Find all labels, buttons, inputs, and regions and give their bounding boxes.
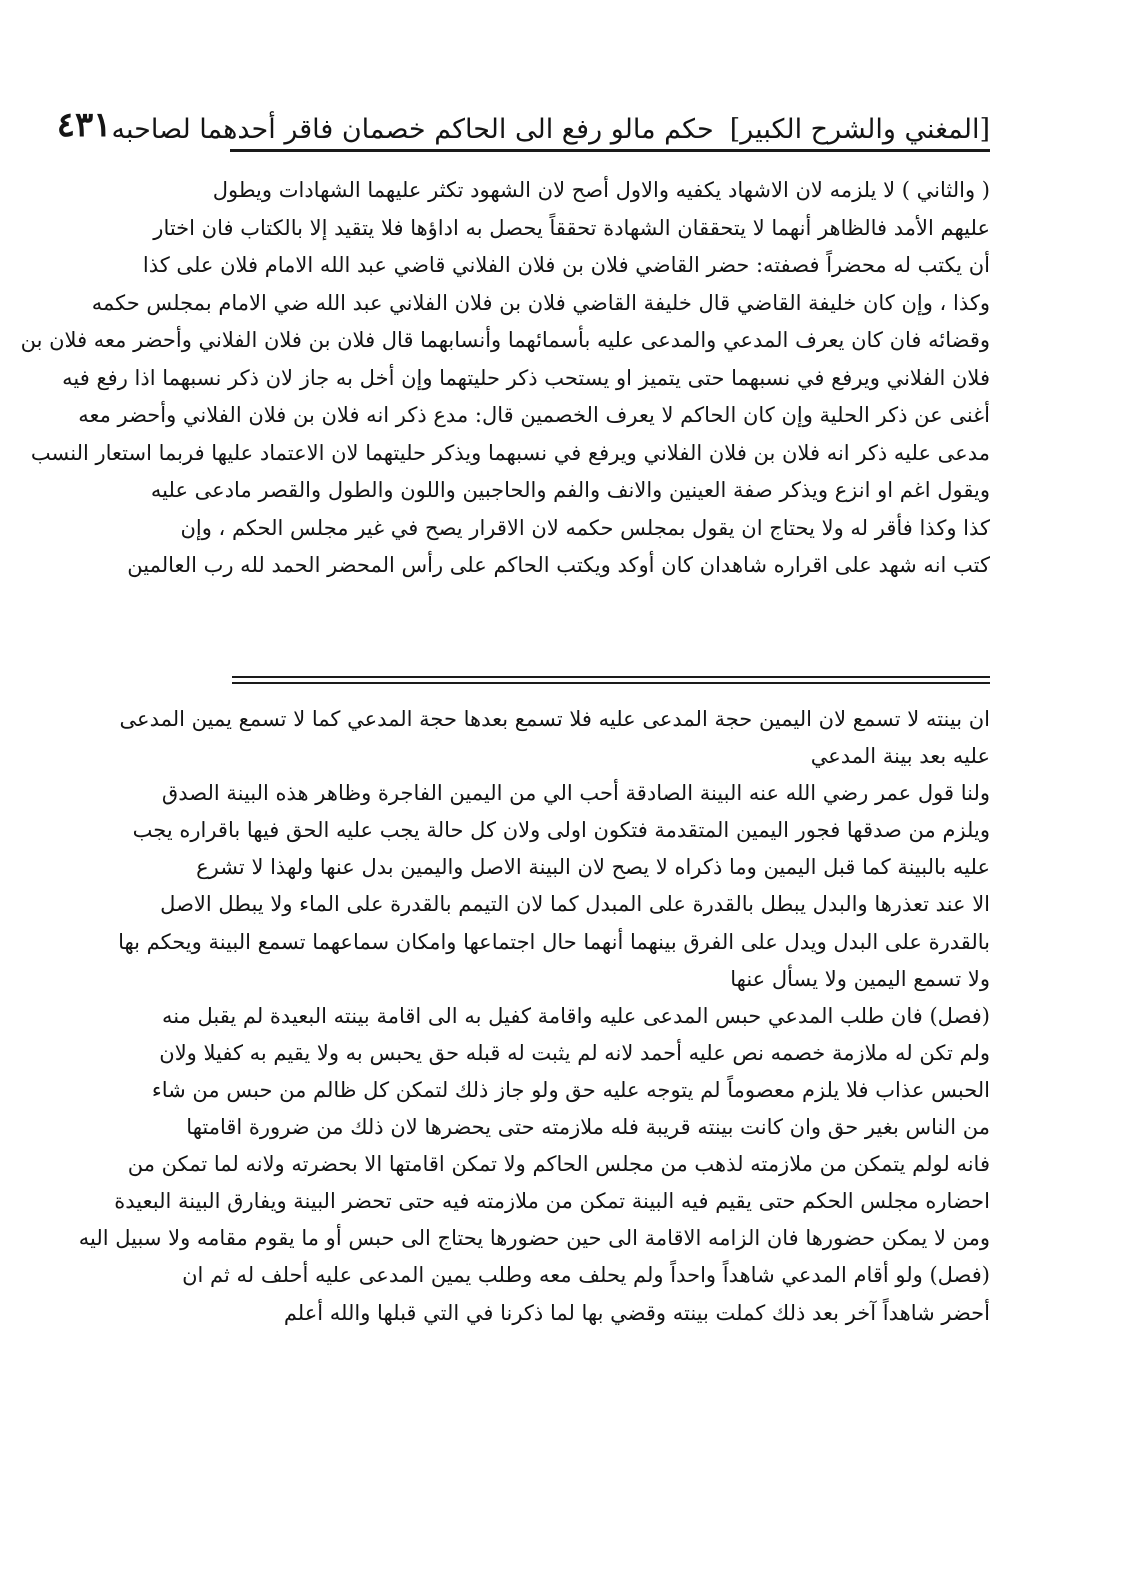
text-line: ( والثاني ) لا يلزمه لان الاشهاد يكفيه والاول أصح لان الشهود تكثر عليهما الشهادات ويطول [212, 178, 990, 202]
text-line: فلان الفلاني ويرفع في نسبهما حتى يتميز او يستحب ذكر حليتهما وإن أخل به جاز لان ذكر نسبهما اذا رفع فيه [62, 365, 990, 390]
text-line: ومن لا يمكن حضورها فان الزامه الاقامة الى حين حضورها يحتاج الى حبس أو ما يقوم مقامه ولا سبيل اليه [78, 1226, 990, 1251]
text-line: وكذا ، وإن كان خليفة القاضي قال خليفة القاضي فلان بن فلان الفلاني عبد الله ضي الامام بمجلس حكمه [91, 290, 990, 315]
text-line: أن يكتب له محضراً فصفته: حضر القاضي فلان بن فلان الفلاني قاضي عبد الله الامام فلان على كذا [142, 253, 990, 277]
section-title: حكم مالو رفع الى الحاكم خصمان فاقر أحدهما لصاحبه [111, 114, 714, 145]
text-line: بالقدرة على البدل ويدل على الفرق بينهما أنهما حال اجتماعها وامكان سماعهما تسمع البينة ويحكم بها [118, 929, 990, 954]
text-line: عليه بالبينة كما قبل اليمين وما ذكراه لا يصح لان البينة الاصل واليمين بدل عنها ولهذا لا تشرع [196, 855, 990, 880]
text-line: احضاره مجلس الحكم حتى يقيم فيه البينة تمكن من ملازمته فيه حتى تحضر البينة ويفارق البينة البعيدة [114, 1189, 990, 1214]
text-line: كتب انه شهد على اقراره شاهدان كان أوكد ويكتب الحاكم على رأس المحضر الحمد لله رب العالمين [127, 553, 990, 577]
text-line: ويقول اغم او انزع ويذكر صفة العينين والانف والفم والحاجبين واللون والطول والقصر مادعى عليه [150, 478, 990, 502]
text-line: الا عند تعذرها والبدل يبطل بالقدرة على المبدل كما لان التيمم بالقدرة على الماء ولا يبطل الاصل [160, 892, 990, 917]
section-divider [232, 676, 990, 678]
section-divider [232, 682, 990, 684]
text-line: وقضائه فان كان يعرف المدعي والمدعى عليه بأسمائهما وأنسابهما قال فلان بن فلان الفلاني وأحضر معه فلان بن [20, 328, 990, 352]
text-line: مدعى عليه ذكر انه فلان بن فلان الفلاني ويرفع في نسبهما ويذكر حليتهما لان الاعتماد عليها فربما استعار النسب [30, 440, 990, 465]
sharh-text-block [20, 172, 990, 585]
mughni-text-block [78, 701, 990, 1332]
text-line: (فصل) ولو أقام المدعي شاهداً واحداً ولم يحلف معه وطلب يمين المدعى عليه أحلف له ثم ان [182, 1263, 990, 1288]
text-line: فانه لولم يتمكن من ملازمته لذهب من مجلس الحاكم ولا تمكن اقامتها الا بحضرته ولانه لما تمكن من [127, 1152, 990, 1177]
text-line: عليه بعد بينة المدعي [810, 744, 990, 769]
text-line: ان بينته لا تسمع لان اليمين حجة المدعى عليه فلا تسمع بعدها حجة المدعي كما لا تسمع يمين المدعى [119, 707, 990, 731]
text-line: (فصل) فان طلب المدعي حبس المدعى عليه واقامة كفيل به الى اقامة بينته البعيدة لم يقبل منه [161, 1003, 990, 1028]
text-line: كذا وكذا فأقر له ولا يحتاج ان يقول بمجلس حكمه لان الاقرار يصح في غير مجلس الحكم ، وإن [180, 515, 990, 540]
text-line: ولم تكن له ملازمة خصمه نص عليه أحمد لانه لم يثبت له قبله حق يحبس به ولا يقيم به كفيلا ولان [159, 1040, 990, 1065]
text-line: الحبس عذاب فلا يلزم معصوماً لم يتوجه عليه حق ولو جاز ذلك لتمكن كل ظالم من حبس من شاء [151, 1077, 990, 1102]
text-line: ويلزم من صدقها فجور اليمين المتقدمة فتكون اولى ولان كل حالة يجب عليه الحق فيها باقراره يجب [132, 818, 990, 843]
text-line: من الناس بغير حق وان كانت بينته قريبة فله ملازمته حتى يحضرها لان ذلك من ضرورة اقامتها [186, 1115, 990, 1140]
text-line: عليهم الأمد فالظاهر أنهما لا يتحققان الشهادة تحققاً يحصل به اداؤها فلا يتقيد إلا بالكتاب فان اختار [153, 215, 990, 240]
page-header [56, 92, 990, 152]
page-number: ٤٣١ [56, 105, 112, 145]
text-line: أغنى عن ذكر الحلية وإن كان الحاكم لا يعرف الخصمين قال: مدع ذكر انه فلان بن فلان الفلاني وأحضر معه [78, 403, 990, 427]
text-line: أحضر شاهداً آخر بعد ذلك كملت بينته وقضي بها لما ذكرنا في التي قبلها والله أعلم [283, 1300, 990, 1325]
text-line: ولنا قول عمر رضي الله عنه البينة الصادقة أحب الي من اليمين الفاجرة وظاهر هذه البينة الصدق [161, 781, 990, 806]
book-title: [المغني والشرح الكبير] [729, 114, 990, 145]
text-line: ولا تسمع اليمين ولا يسأل عنها [730, 966, 990, 991]
